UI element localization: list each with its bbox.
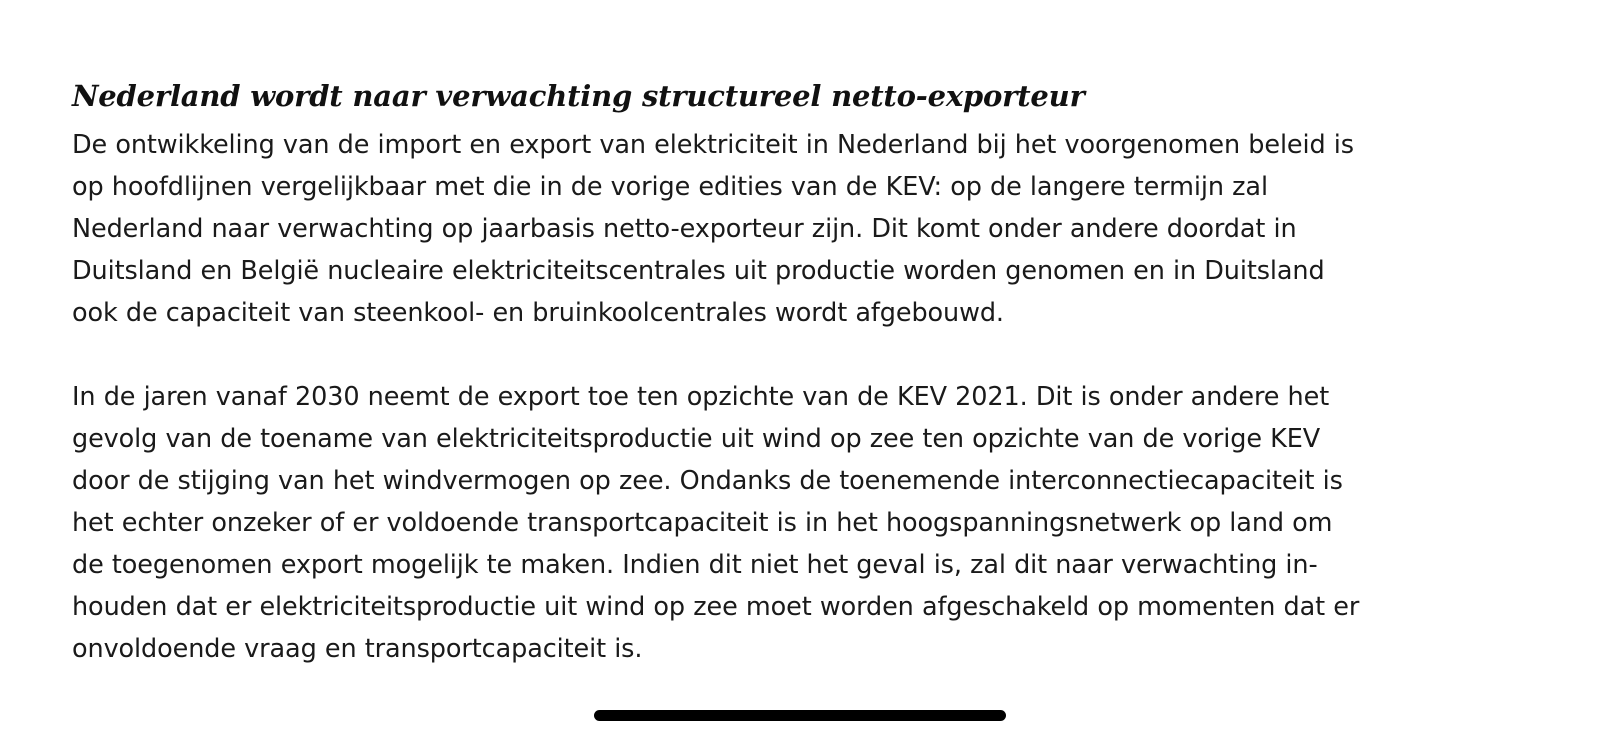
home-indicator[interactable] <box>594 710 1006 721</box>
body-paragraph-1: De ontwikkeling van de import en export van elektriciteit in Nederland bij het voorgenomen beleid is op hoofdlijnen vergelijkbaar met die in de vorige edities van de KEV: op de langere termijn zal Nederland naar verwachting op jaarbasis netto-exporteur zijn. Dit komt onder andere doordat in Duitsland en België nucleaire elektriciteitscentrales uit productie worden genomen en in Duitsland ook de capaciteit van steenkool- en bruinkoolcentrales wordt afgebouwd. <box>72 130 1354 329</box>
document-content <box>72 78 1362 670</box>
body-paragraph-2: In de jaren vanaf 2030 neemt de export toe ten opzichte van de KEV 2021. Dit is onder andere het gevolg van de toename van elektriciteitsproductie uit wind op zee ten opzichte van de vorige KEV door de stijging van het windvermogen op zee. Ondanks de toenemende interconnectiecapaciteit is het echter onzeker of er voldoende transportcapaciteit is in het hoogspanningsnetwerk op land om de toegenomen export mogelijk te maken. Indien dit niet het geval is, zal dit naar verwachting in-houden dat er elektriciteitsproductie uit wind op zee moet worden afgeschakeld op momenten dat er onvoldoende vraag en transportcapaciteit is. <box>72 382 1360 665</box>
home-indicator-area <box>0 710 1600 721</box>
paragraph-spacer <box>72 334 1362 376</box>
section-heading: Nederland wordt naar verwachting structureel netto-exporteur <box>72 79 1085 113</box>
